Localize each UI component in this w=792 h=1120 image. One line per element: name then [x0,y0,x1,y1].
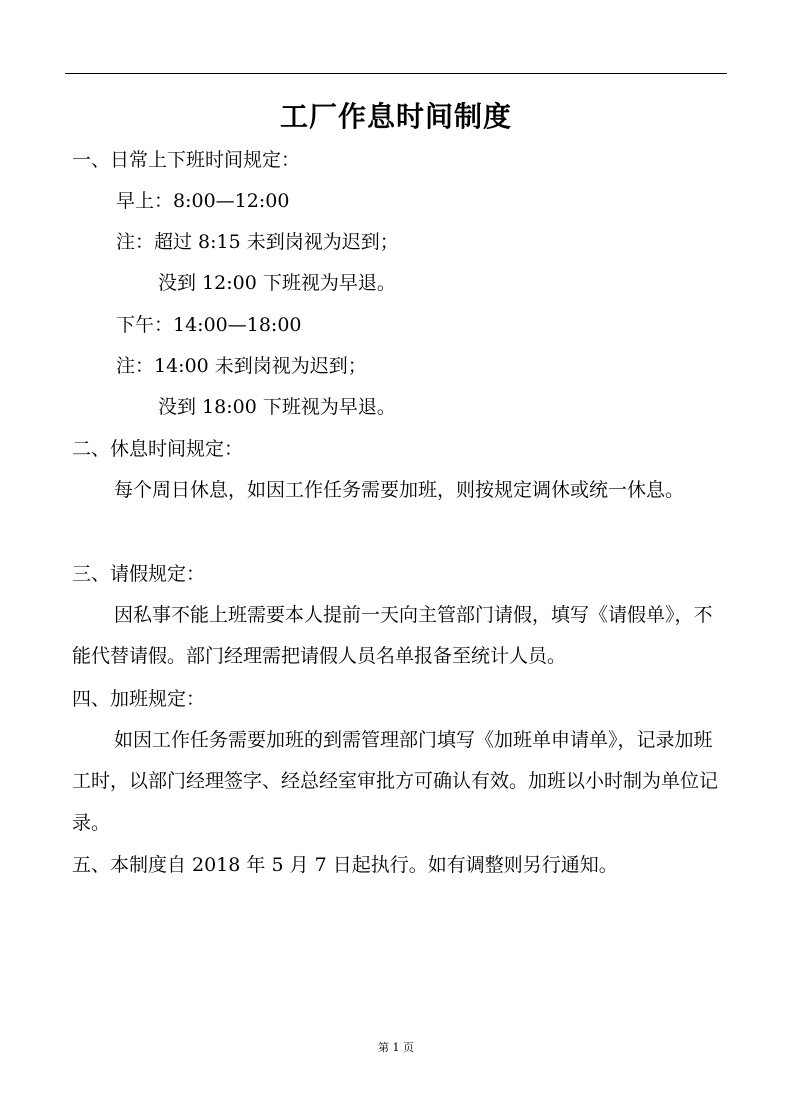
page-number: 第 1 页 [378,1041,414,1054]
section-3-heading: 三、请假规定： [72,563,206,585]
section-4-paragraph: 如因工作任务需要加班的到需管理部门填写《加班单申请单》，记录加班工时，以部门经理签字、经总经室审批方可确认有效。加班以小时制为单位记录。 [72,729,719,834]
morning-hours: 早上：8:00—12:00 [116,190,290,212]
header-rule [65,73,727,74]
afternoon-late-note: 注：14:00 未到岗视为迟到； [116,355,367,377]
section-1-heading: 一、日常上下班时间规定： [72,149,301,171]
morning-late-note: 注：超过 8:15 未到岗视为迟到； [116,231,399,253]
section-3-paragraph: 因私事不能上班需要本人提前一天向主管部门请假，填写《请假单》，不能代替请假。部门经理需把请假人员名单报备至统计人员。 [72,604,713,668]
afternoon-early-leave-note: 没到 18:00 下班视为早退。 [158,396,396,418]
afternoon-hours: 下午：14:00—18:00 [116,314,302,336]
document-title: 工厂作息时间制度 [279,100,512,133]
section-4-heading: 四、加班规定： [72,688,206,710]
section-5-heading: 五、本制度自 2018 年 5 月 7 日起执行。如有调整则另行通知。 [72,854,618,876]
section-2-paragraph: 每个周日休息，如因工作任务需要加班，则按规定调休或统一休息。 [114,479,685,501]
section-2-heading: 二、休息时间规定： [72,438,244,460]
morning-early-leave-note: 没到 12:00 下班视为早退。 [158,272,396,294]
